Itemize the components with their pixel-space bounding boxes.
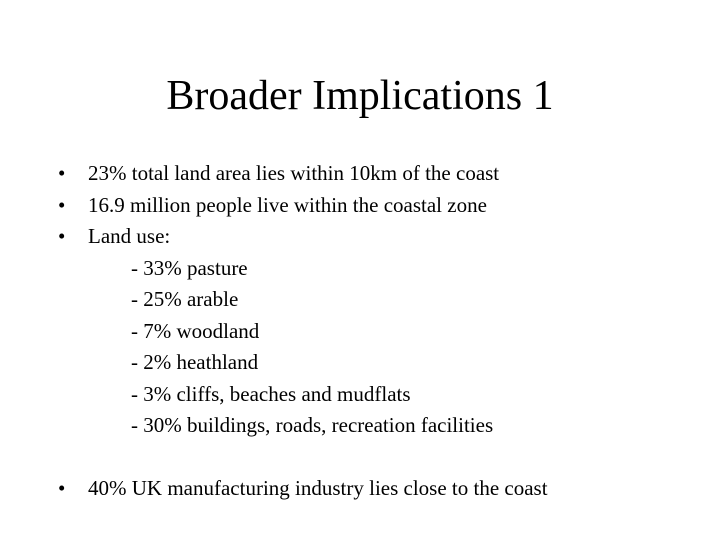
bullet-text: Land use: bbox=[88, 224, 171, 248]
bullet-text: 23% total land area lies within 10km of the coast bbox=[88, 161, 500, 185]
spacer bbox=[58, 442, 698, 473]
land-use-item: - 3% cliffs, beaches and mudflats bbox=[131, 381, 411, 406]
bullet-marker: • bbox=[58, 475, 66, 500]
land-use-item: - 25% arable bbox=[131, 287, 239, 311]
bullet-item bbox=[58, 221, 698, 253]
land-use-item: - 7% woodland bbox=[131, 318, 260, 343]
bullet-item bbox=[58, 473, 698, 505]
land-use-item: - 30% buildings, roads, recreation facilities bbox=[131, 413, 494, 437]
slide-content bbox=[58, 158, 698, 504]
bullet-text: 40% UK manufacturing industry lies close to the coast bbox=[88, 475, 548, 500]
bullet-marker: • bbox=[58, 224, 66, 248]
bullet-text: 16.9 million people live within the coastal zone bbox=[88, 192, 487, 217]
land-use-item: - 2% heathland bbox=[131, 350, 259, 374]
bullet-item bbox=[58, 190, 698, 222]
land-use-item: - 33% pasture bbox=[131, 255, 248, 280]
bullet-item bbox=[58, 158, 698, 190]
bullet-marker: • bbox=[58, 192, 66, 217]
bullet-marker: • bbox=[58, 161, 66, 185]
slide-title: Broader Implications 1 bbox=[166, 73, 554, 119]
